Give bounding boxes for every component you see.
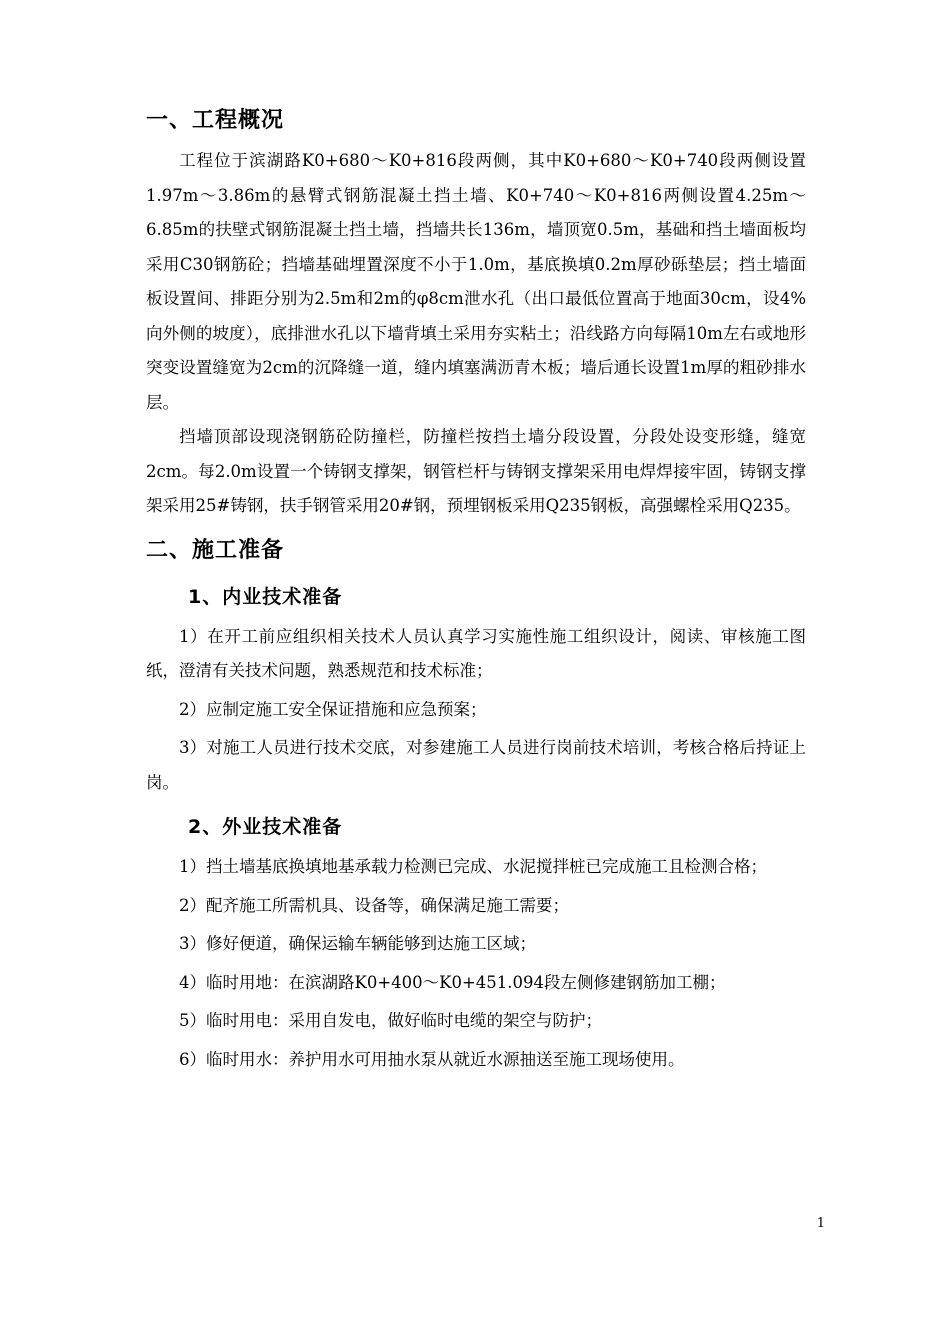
external-item-1: 1）挡土墙基底换填地基承载力检测已完成、水泥搅拌桩已完成施工且检测合格； xyxy=(179,857,767,876)
page-content xyxy=(146,98,806,1077)
internal-item-1: 1）在开工前应组织相关技术人员认真学习实施性施工组织设计，阅读、审核施工图纸，澄清有关技术问题，熟悉规范和技术标准； xyxy=(146,626,806,680)
section-title-overview: 一、工程概况 xyxy=(146,108,285,133)
external-item-6: 6）临时用水：养护用水可用抽水泵从就近水源抽送至施工现场使用。 xyxy=(179,1049,685,1069)
page-number: 1 xyxy=(816,1216,825,1231)
section-title-preparation: 二、施工准备 xyxy=(146,537,285,563)
external-item-4: 4）临时用地：在滨湖路K0+400～K0+451.094段左侧修建钢筋加工棚； xyxy=(179,972,726,992)
internal-item-3: 3）对施工人员进行技术交底，对参建施工人员进行岗前技术培训，考核合格后持证上岗。 xyxy=(146,738,806,792)
subsection-title-internal: 1、内业技术准备 xyxy=(188,585,343,608)
external-item-2: 2）配齐施工所需机具、设备等，确保满足施工需要； xyxy=(179,895,569,915)
overview-paragraph-1: 工程位于滨湖路K0+680～K0+816段两侧，其中K0+680～K0+740段两侧设置1.97m～3.86m的悬臂式钢筋混凝土挡土墙、K0+740～K0+816两侧设置4.25m～6.85m的扶壁式钢筋混凝土挡土墙，挡墙共长136m，墙顶宽0.5m，基础和挡土墙面板均采用C30钢筋砼；挡墙基础埋置深度不小于1.0m，基底换填0.2m厚砂砾垫层；挡土墙面板设置间、排距分别为2.5m和2m的φ8cm泄水孔（出口最低位置高于地面30cm，设4%向外侧的坡度），底排泄水孔以下墙背填土采用夯实粘土；沿线路方向每隔10m左右或地形突变设置缝宽为2cm的沉降缝一道，缝内填塞满沥青木板；墙后通长设置1m厚的粗砂排水层。 xyxy=(146,151,806,412)
internal-item-2: 2）应制定施工安全保证措施和应急预案； xyxy=(179,699,487,719)
external-item-5: 5）临时用电：采用自发电，做好临时电缆的架空与防护； xyxy=(179,1011,602,1030)
external-item-3: 3）修好便道，确保运输车辆能够到达施工区域； xyxy=(179,934,536,953)
subsection-title-external: 2、外业技术准备 xyxy=(188,816,343,838)
overview-paragraph-2: 挡墙顶部设现浇钢筋砼防撞栏，防撞栏按挡土墙分段设置，分段处设变形缝，缝宽2cm。每2.0m设置一个铸钢支撑架，钢管栏杆与铸钢支撑架采用电焊焊接牢固，铸钢支撑架采用25#铸钢，扶手钢管采用20#钢，预埋钢板采用Q235钢板，高强螺栓采用Q235。 xyxy=(146,427,806,515)
